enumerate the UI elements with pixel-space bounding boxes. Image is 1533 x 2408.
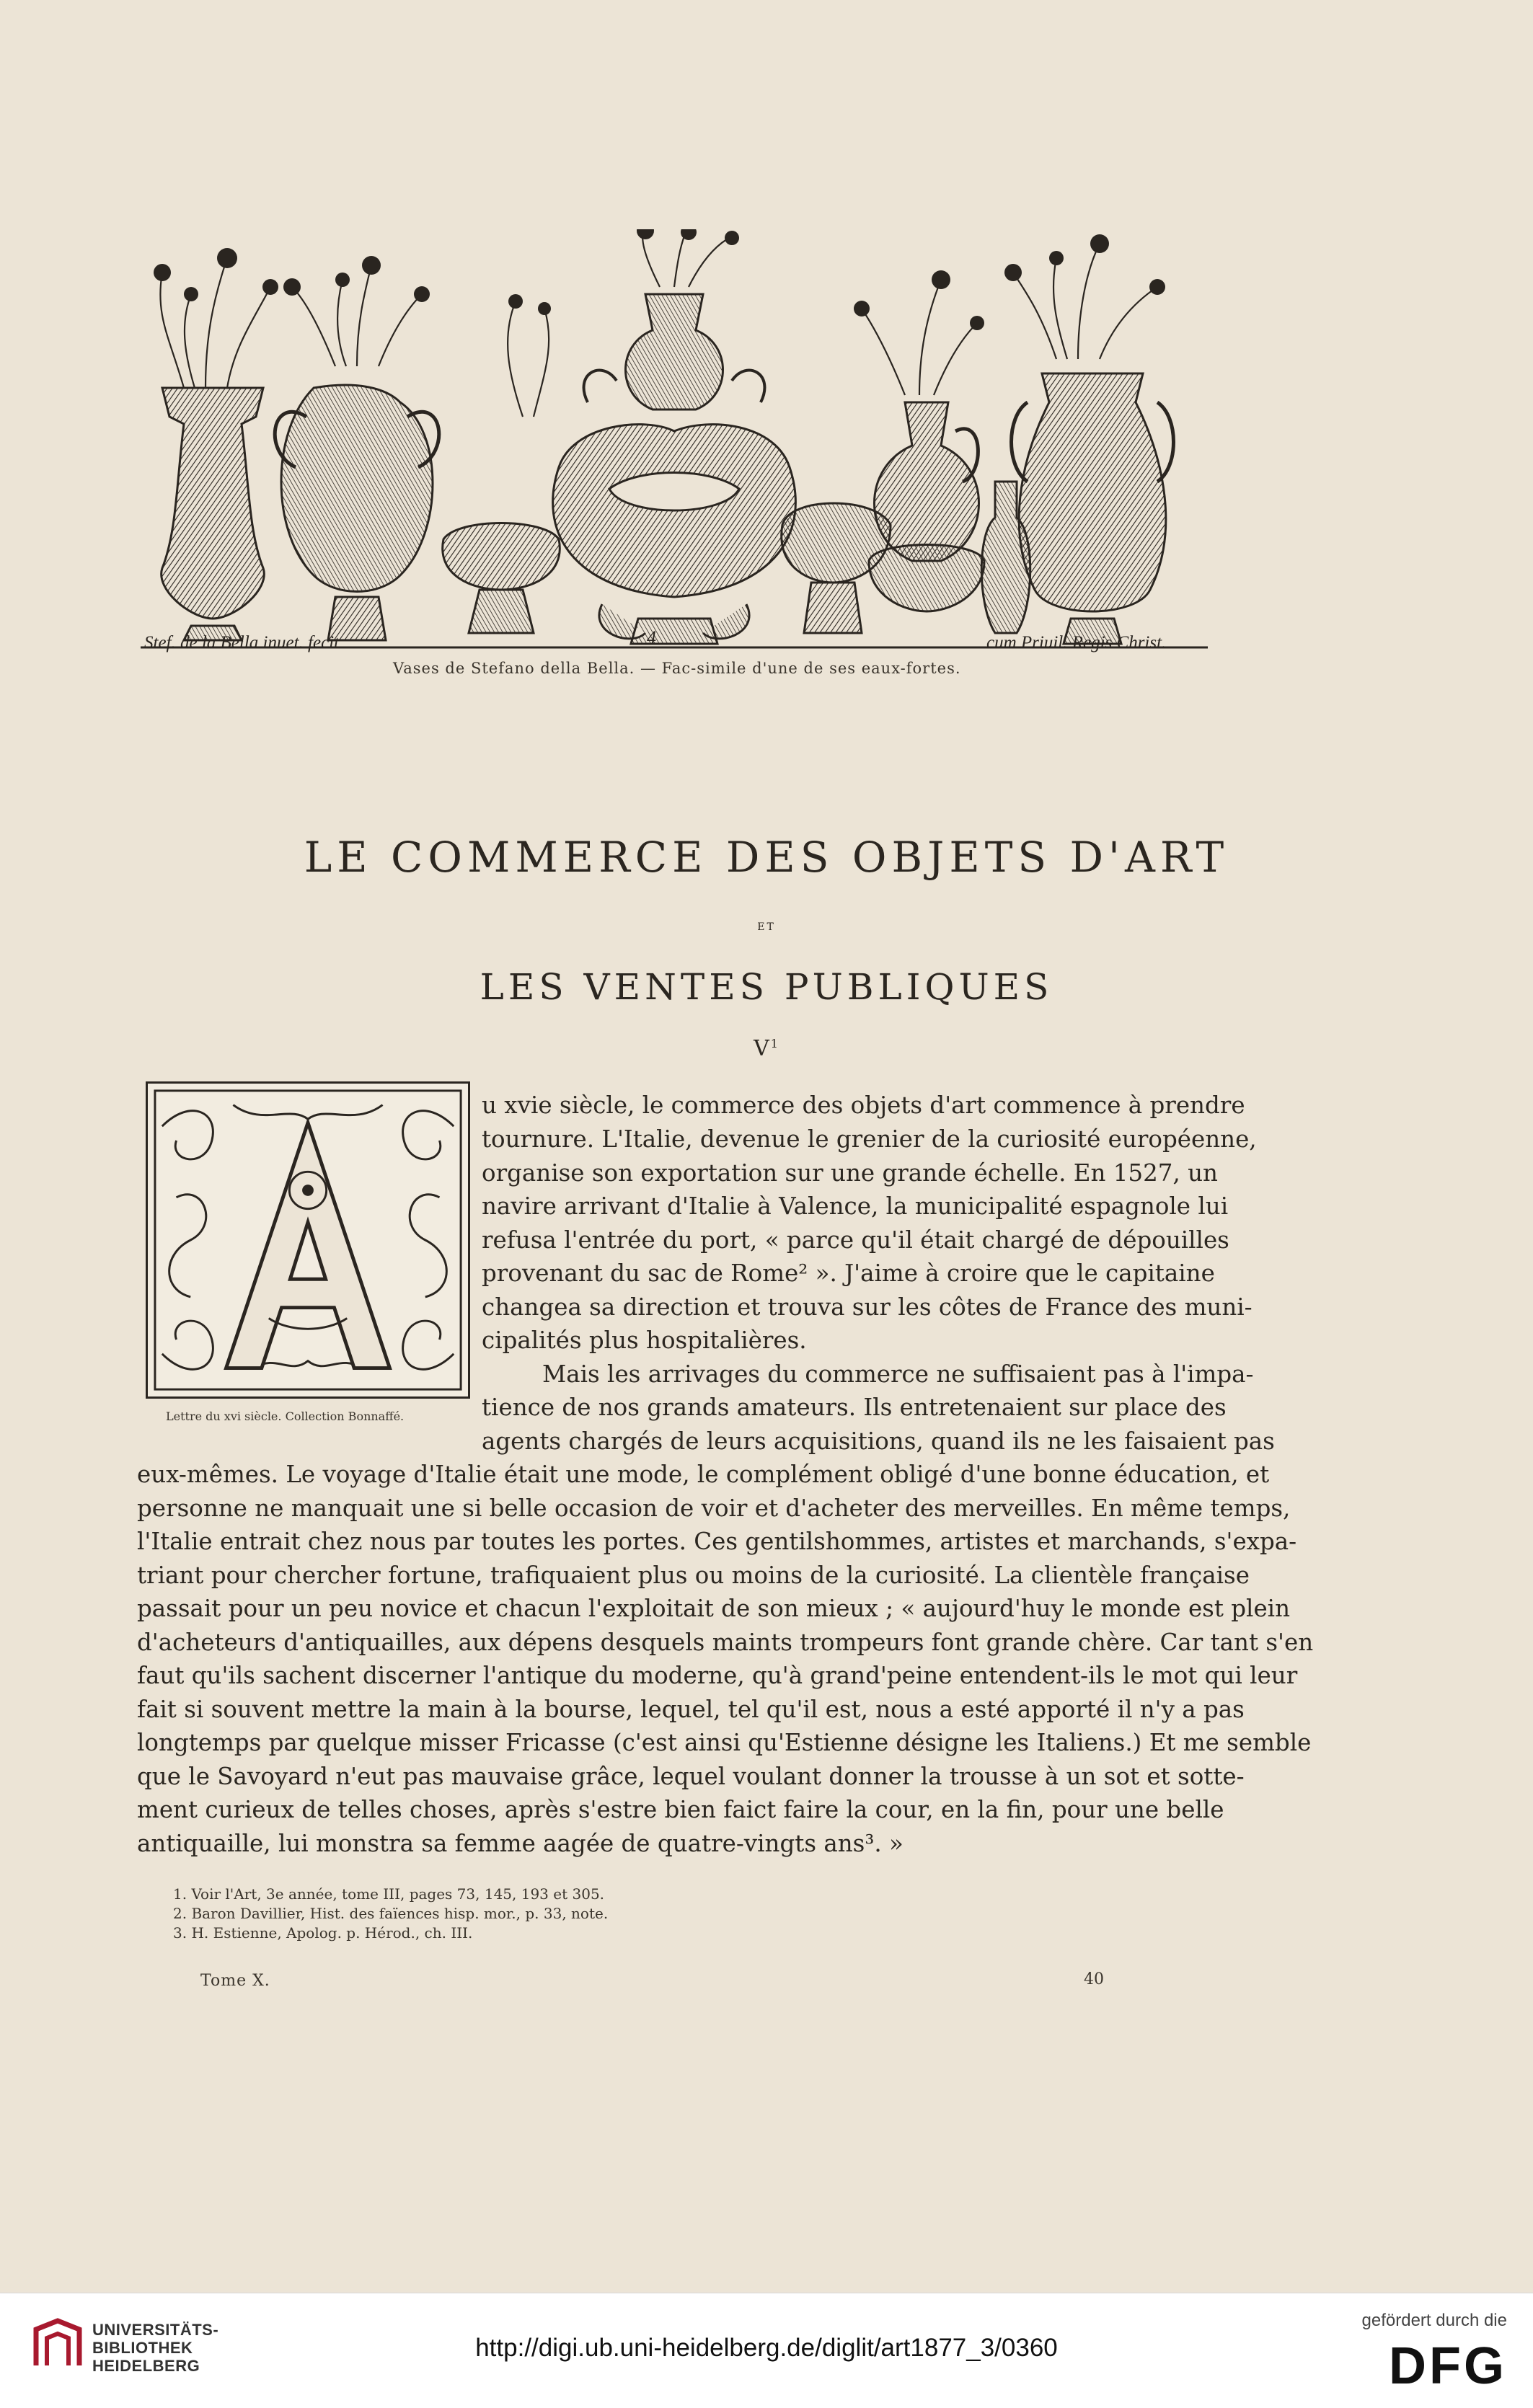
article-subtitle: LES VENTES PUBLIQUES [480,966,1053,1008]
part-footnote-mark: 1 [770,1037,779,1050]
footnote: 1. Voir l'Art, 3e année, tome III, pages 73, 145, 193 et 305. [173,1885,605,1903]
vases-engraving [141,229,1208,665]
text-line: u xvie siècle, le commerce des objets d'art commence à prendre [482,1092,1245,1119]
page-number: 40 [1084,1970,1104,1988]
text-line: longtemps par quelque misser Fricasse (c'est ainsi qu'Estienne désigne les Italiens.) Et me semble [137,1729,1312,1756]
text-line: Mais les arrivages du commerce ne suffisaient pas à l'impa- [542,1360,1254,1388]
permalink[interactable]: http://digi.ub.uni-heidelberg.de/diglit/art1877_3/0360 [475,2334,1058,2362]
text-line: que le Savoyard n'eut pas mauvaise grâce, lequel voulant donner la trousse à un sot et sotte- [137,1763,1245,1790]
text-line: cipalités plus hospitalières. [482,1327,807,1354]
text-line: changea sa direction et trouva sur les côtes de France des muni- [482,1293,1253,1321]
text-line: provenant du sac de Rome² ». J'aime à croire que le capitaine [482,1260,1215,1287]
plate-number: 4 [647,627,656,648]
text-line: eux-mêmes. Le voyage d'Italie était une mode, le complément obligé d'une bonne éducation, et [137,1461,1270,1488]
digital-library-footer [0,2293,1533,2408]
article-title: LE COMMERCE DES OBJETS D'ART [304,833,1229,882]
institution-line: UNIVERSITÄTS- [92,2321,219,2339]
text-line: faut qu'ils sachent discerner l'antique du moderne, qu'à grand'peine entendent-ils le mot qui leur [137,1662,1298,1689]
footnote: 3. H. Estienne, Apolog. p. Hérod., ch. III. [173,1924,473,1942]
initial-caption: Lettre du xvi siècle. Collection Bonnaffé. [166,1409,405,1423]
funding-note: gefördert durch die [1361,2311,1507,2330]
text-line: antiquaille, lui monstra sa femme aagée de quatre-vingts ans³. » [137,1830,904,1857]
text-line: l'Italie entrait chez nous par toutes les portes. Ces gentilshommes, artistes et marchands, s'expa- [137,1528,1297,1555]
footnote: 2. Baron Davillier, Hist. des faïences hisp. mor., p. 33, note. [173,1905,609,1922]
text-line: tournure. L'Italie, devenue le grenier de la curiosité européenne, [482,1125,1257,1153]
dfg-logo[interactable]: DFG [1389,2337,1507,2395]
part-label: V [754,1036,771,1061]
text-line: ment curieux de telles choses, après s'estre bien faict faire la cour, en la fin, pour une belle [137,1796,1224,1823]
volume-label: Tome X. [200,1972,270,1990]
text-line: tience de nos grands amateurs. Ils entretenaient sur place des [482,1394,1227,1421]
text-line: passait pour un peu novice et chacun l'exploitait de son mieux ; « aujourd'huy le monde est plein [137,1595,1291,1622]
illustration-caption: Vases de Stefano della Bella. — Fac-simile d'une de ses eaux-fortes. [393,660,961,677]
privilege-inscription: cum Priuil. Regis Christ. [986,633,1167,652]
part-number [0,1036,1533,1061]
text-line: d'acheteurs d'antiquailles, aux dépens desquels maints trompeurs font grande chère. Car tant s'en [137,1629,1314,1656]
text-line: personne ne manquait une si belle occasion de voir et d'acheter des merveilles. En même temps, [137,1495,1291,1522]
engraver-signature: Stef. de la Bella inuet. fecit [144,633,340,652]
institution-line: HEIDELBERG [92,2357,200,2375]
text-line: refusa l'entrée du port, « parce qu'il était chargé de dépouilles [482,1226,1229,1254]
ornamental-initial-a [146,1081,470,1399]
text-line: organise son exportation sur une grande échelle. En 1527, un [482,1159,1218,1187]
institution-line: BIBLIOTHEK [92,2339,193,2357]
text-line: agents chargés de leurs acquisitions, quand ils ne les faisaient pas [482,1427,1275,1455]
text-line: navire arrivant d'Italie à Valence, la municipalité espagnole lui [482,1192,1229,1220]
text-line: triant pour chercher fortune, trafiquaient plus ou moins de la curiosité. La clientèle française [137,1562,1250,1589]
text-line: fait si souvent mettre la main à la bourse, lequel, tel qu'il est, nous a esté apporté il n'y a pas [137,1696,1245,1723]
title-conjunction: ET [757,921,776,933]
